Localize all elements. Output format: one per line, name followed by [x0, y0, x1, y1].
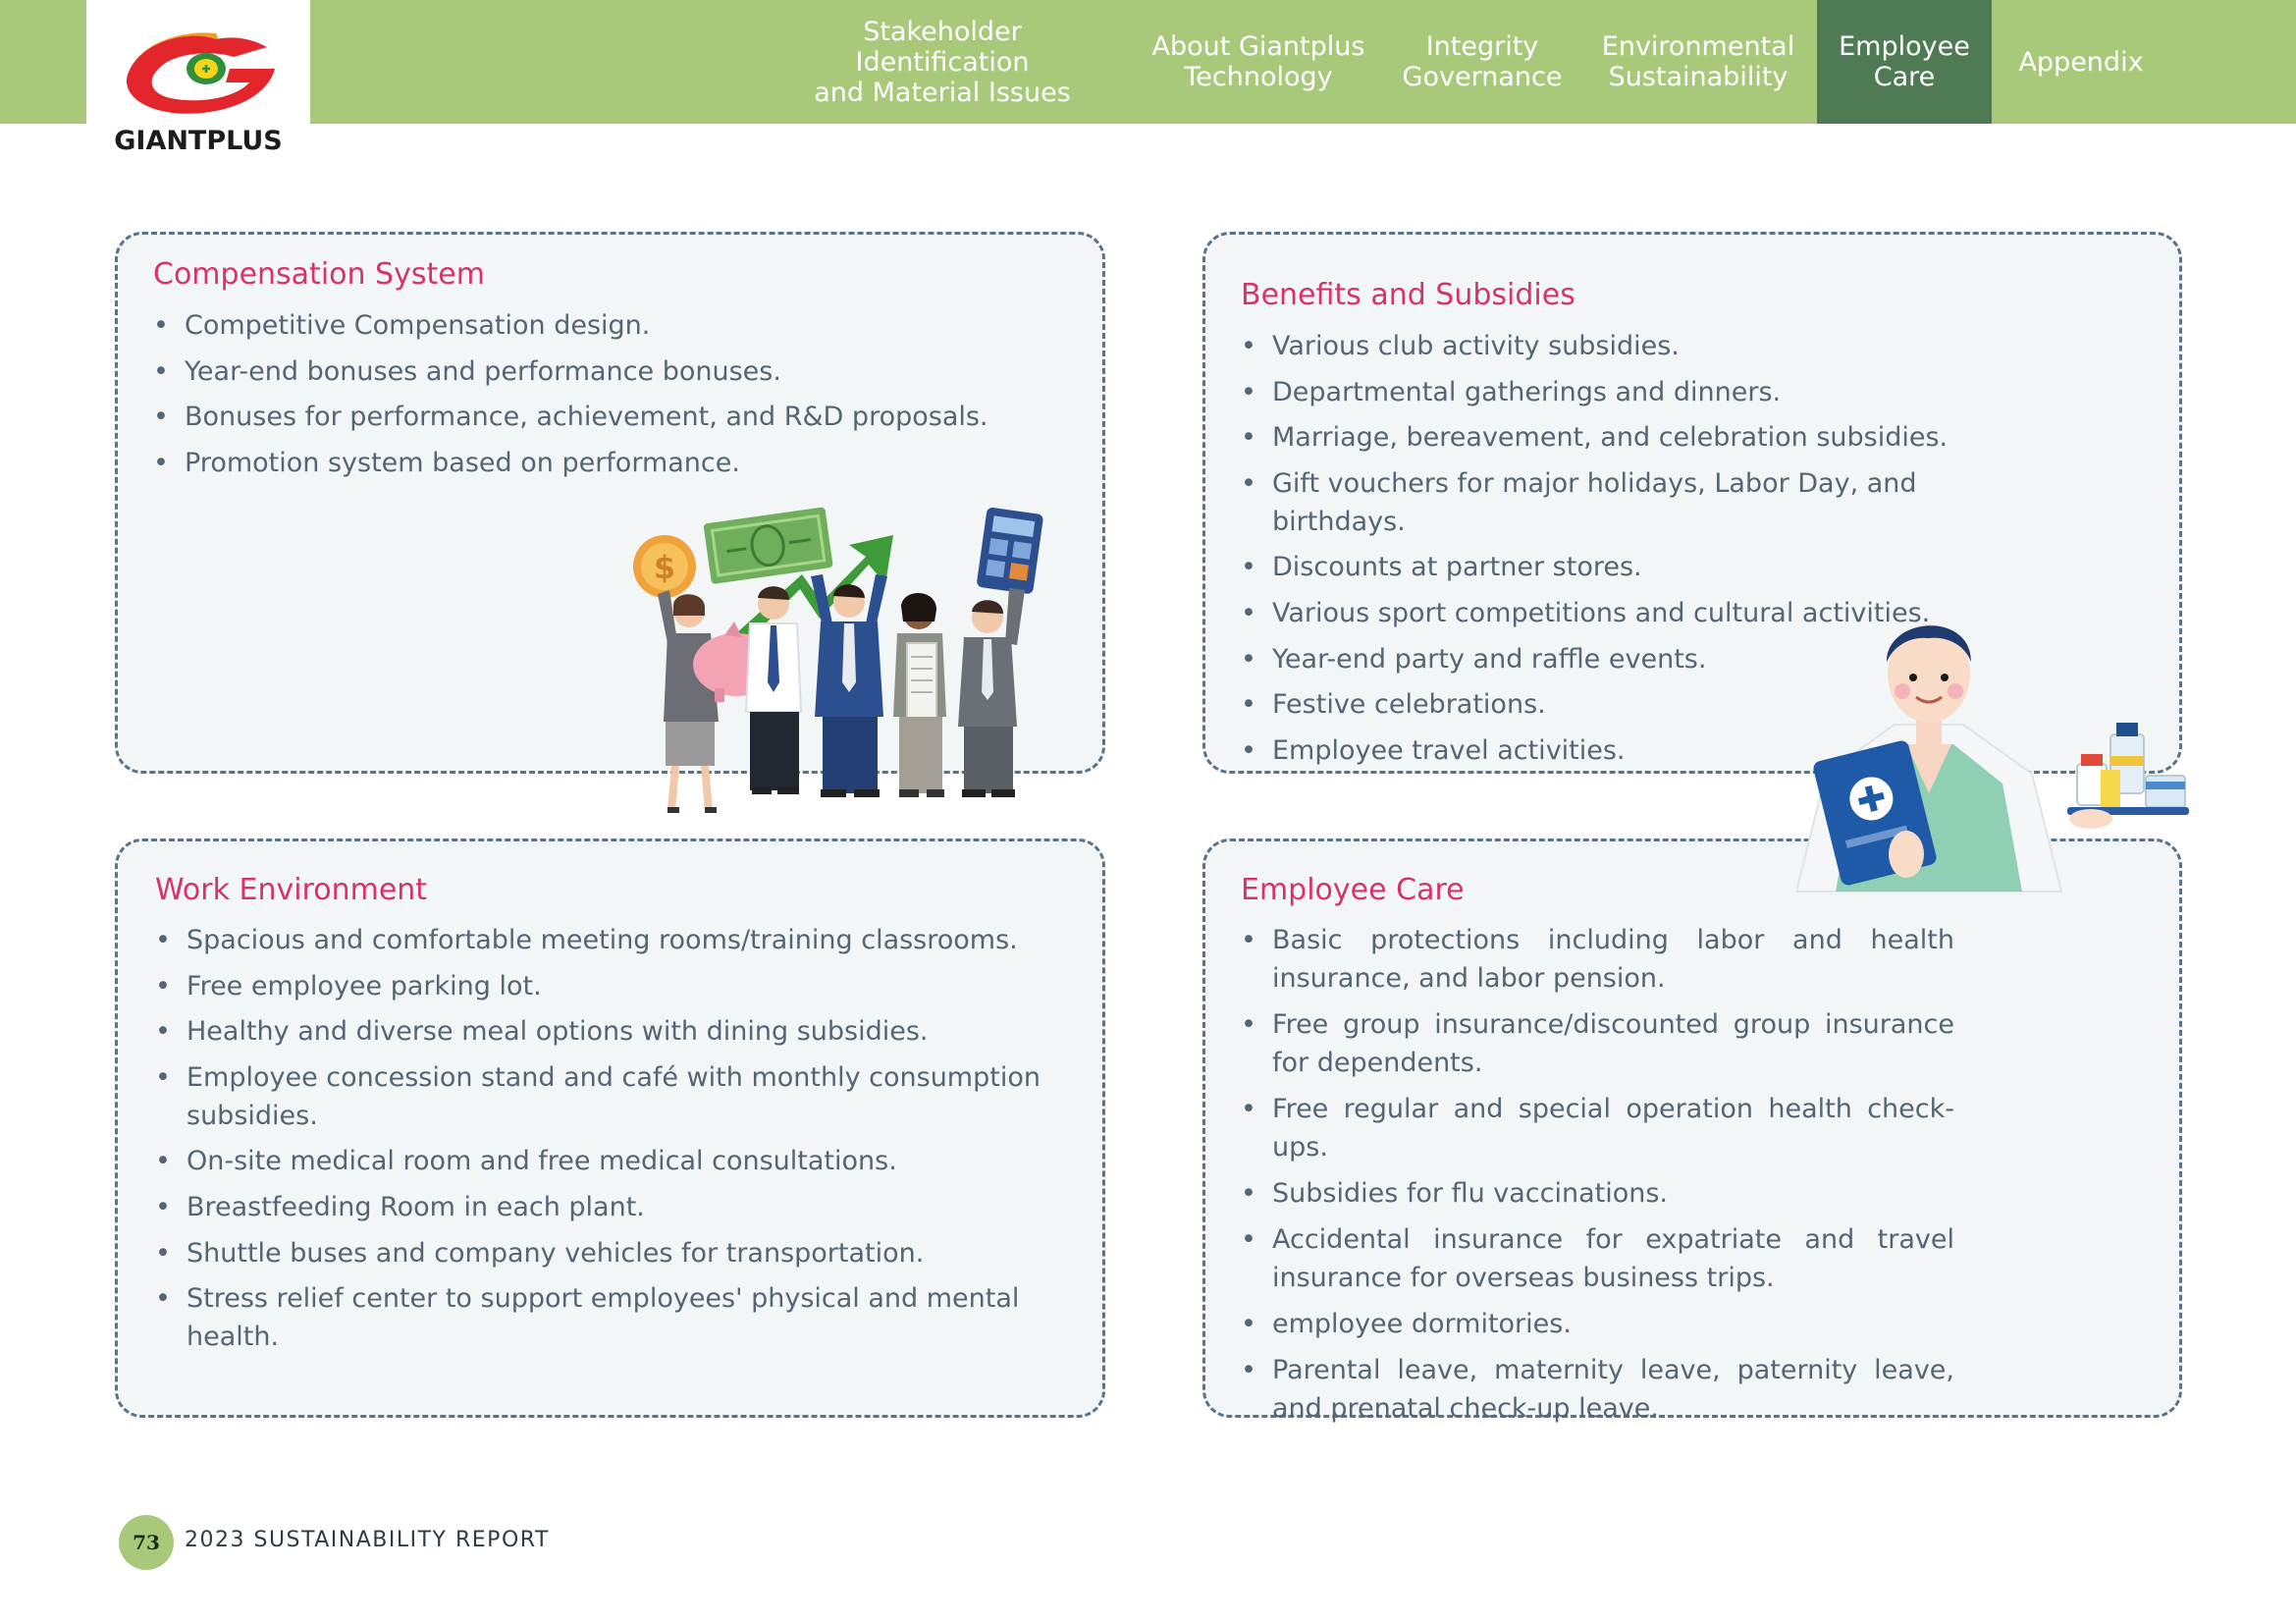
list-item: • Breastfeeding Room in each plant. — [155, 1188, 1097, 1226]
giantplus-logo-icon — [120, 26, 279, 118]
list-item: • Discounts at partner stores. — [1241, 548, 2026, 586]
list-item: • Festive celebrations. — [1241, 685, 2026, 724]
nav-label-line1: About Giantplus — [1151, 31, 1365, 62]
medicine-bottles-icon — [2067, 723, 2189, 829]
list-item: • Promotion system based on performance. — [153, 444, 1076, 482]
compensation-title: Compensation System — [153, 257, 485, 292]
nav-employee-care[interactable] — [1817, 0, 1992, 124]
list-item: • Spacious and comfortable meeting rooms/training classrooms. — [155, 921, 1097, 959]
nav-label-line1: Appendix — [2018, 46, 2144, 78]
celebrating-employees-illustration — [628, 496, 1050, 815]
nav-label-line1: Stakeholder Identification — [855, 16, 1030, 78]
nav-label-line2: Sustainability — [1608, 62, 1789, 92]
nav-label-line2: Care — [1873, 62, 1936, 92]
list-item: • Year-end party and raffle events. — [1241, 640, 2026, 678]
logo-text: GIANTPLUS — [114, 126, 283, 156]
list-item: • Departmental gatherings and dinners. — [1241, 373, 2026, 411]
svg-text:$: $ — [653, 549, 676, 586]
nav-label-line1: Integrity — [1425, 31, 1539, 62]
nav-label-line2: Technology — [1184, 62, 1333, 92]
person-figure — [893, 593, 946, 793]
coin-icon — [633, 535, 696, 598]
list-item: • Marriage, bereavement, and celebration subsidies. — [1241, 418, 2026, 457]
list-item: • Basic protections including labor and health insurance, and labor pension. — [1241, 921, 1954, 998]
list-item: • Healthy and diverse meal options with dining subsidies. — [155, 1012, 1097, 1051]
list-item: • Stress relief center to support employees' physical and mental health. — [155, 1279, 1097, 1356]
report-label: 2023 SUSTAINABILITY REPORT — [185, 1528, 550, 1552]
list-item: • employee dormitories. — [1241, 1305, 1954, 1343]
nav-environmental[interactable] — [1590, 0, 1806, 124]
page-number: 73 — [119, 1515, 174, 1570]
list-item: • Free employee parking lot. — [155, 967, 1097, 1005]
nav-label-line1: Employee — [1839, 31, 1970, 62]
person-figure — [958, 588, 1025, 793]
nav-label-line2: and Material Issues — [814, 77, 1071, 108]
person-figure — [746, 586, 801, 790]
nav-label-line2: Governance — [1402, 62, 1563, 92]
calculator-icon — [976, 507, 1043, 594]
nav-integrity[interactable] — [1394, 0, 1571, 124]
list-item: • Employee concession stand and café with monthly consumption subsidies. — [155, 1058, 1097, 1135]
list-item: • Various club activity subsidies. — [1241, 327, 2026, 365]
banknote-icon — [703, 507, 832, 584]
list-item: • Gift vouchers for major holidays, Labor Day, and birthdays. — [1241, 464, 2026, 541]
nav-label-line1: Environmental — [1601, 31, 1795, 62]
person-figure — [811, 574, 887, 793]
nav-appendix[interactable] — [2002, 0, 2160, 124]
list-item: • Year-end bonuses and performance bonuses. — [153, 352, 1076, 391]
employee-care-title: Employee Care — [1241, 873, 1465, 907]
list-item: • Free regular and special operation health check-ups. — [1241, 1090, 1954, 1166]
doctor-illustration — [1796, 597, 2189, 901]
person-figure — [658, 590, 719, 810]
list-item: • On-site medical room and free medical consultations. — [155, 1142, 1097, 1180]
list-item: • Shuttle buses and company vehicles for transportation. — [155, 1234, 1097, 1272]
compensation-list — [153, 306, 1076, 489]
list-item: • Competitive Compensation design. — [153, 306, 1076, 345]
list-item: • Parental leave, maternity leave, paternity leave, and prenatal check-up leave. — [1241, 1351, 1954, 1428]
work-environment-list — [155, 921, 1097, 1364]
logo[interactable] — [86, 0, 310, 169]
list-item: • Accidental insurance for expatriate and travel insurance for overseas business trips. — [1241, 1220, 1954, 1297]
employee-care-list — [1241, 921, 1954, 1435]
list-item: • Various sport competitions and cultural activities. — [1241, 594, 2026, 632]
list-item: • Employee travel activities. — [1241, 731, 2026, 770]
benefits-title: Benefits and Subsidies — [1241, 278, 1575, 312]
list-item: • Bonuses for performance, achievement, and R&D proposals. — [153, 398, 1076, 436]
list-item: • Free group insurance/discounted group insurance for dependents. — [1241, 1005, 1954, 1082]
nav-about[interactable] — [1144, 0, 1373, 124]
work-environment-title: Work Environment — [155, 873, 428, 907]
list-item: • Subsidies for flu vaccinations. — [1241, 1174, 1954, 1213]
nav-stakeholder[interactable] — [775, 0, 1109, 124]
